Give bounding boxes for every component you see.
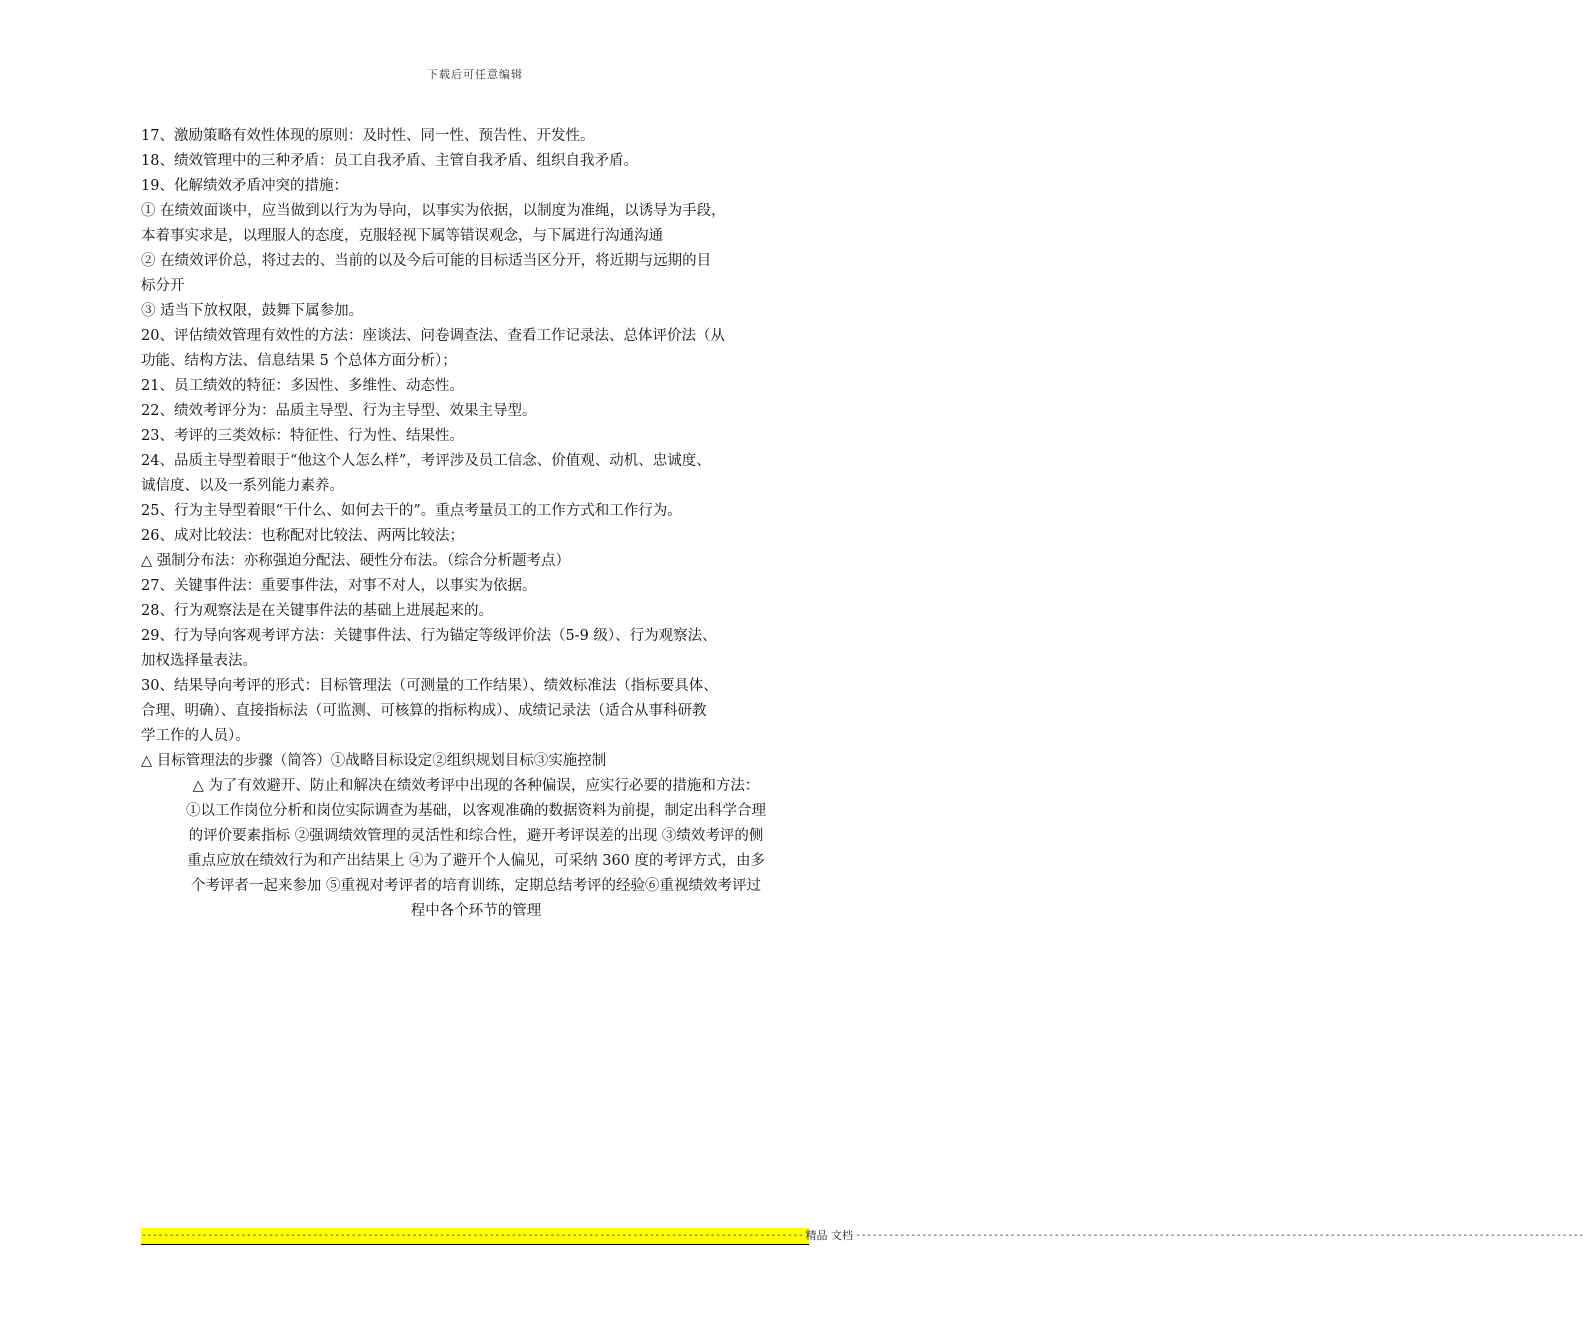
page-header: 下载后可任意编辑 bbox=[427, 68, 523, 81]
text-line: 29、行为导向客观考评方法：关键事件法、行为锚定等级评价法（5-9 级）、行为观察法、 bbox=[141, 628, 717, 644]
centered-text-line: ①以工作岗位分析和岗位实际调查为基础，以客观准确的数据资料为前提，制定出科学合理 bbox=[186, 803, 766, 819]
centered-text-line: 重点应放在绩效行为和产出结果上 ④为了避开个人偏见，可采纳 360 度的考评方式，由多 bbox=[187, 853, 765, 869]
footer-dashes-left: ------------------------------------------------------------------------------------------------------------------------ bbox=[141, 1230, 804, 1241]
text-line: 24、品质主导型着眼于“他这个人怎么样”，考评涉及员工信念、价值观、动机、忠诚度、 bbox=[141, 453, 711, 469]
text-line: 标分开 bbox=[141, 278, 185, 294]
centered-text-line: 程中各个环节的管理 bbox=[410, 903, 542, 919]
text-line: 28、行为观察法是在关键事件法的基础上进展起来的。 bbox=[141, 603, 493, 619]
text-line: 27、关键事件法：重要事件法，对事不对人，以事实为依据。 bbox=[141, 578, 537, 594]
text-line: 22、绩效考评分为：品质主导型、行为主导型、效果主导型。 bbox=[141, 403, 537, 419]
text-line: 诚信度、以及一系列能力素养。 bbox=[141, 478, 344, 494]
text-line: ① 在绩效面谈中，应当做到以行为为导向，以事实为依据，以制度为准绳，以诱导为手段， bbox=[141, 203, 726, 219]
text-line: △ 目标管理法的步骤（简答）①战略目标设定②组织规划目标③实施控制 bbox=[141, 753, 607, 769]
text-line: 加权选择量表法。 bbox=[141, 653, 257, 669]
text-line: 21、员工绩效的特征：多因性、多维性、动态性。 bbox=[141, 378, 464, 394]
text-line: 25、行为主导型着眼“干什么、如何去干的”。重点考量员工的工作方式和工作行为。 bbox=[141, 503, 682, 519]
text-line: 功能、结构方法、信息结果 5 个总体方面分析）； bbox=[141, 353, 457, 369]
text-line: ② 在绩效评价总，将过去的、当前的以及今后可能的目标适当区分开，将近期与远期的目 bbox=[141, 253, 712, 269]
text-line: 17、激励策略有效性体现的原则：及时性、同一性、预告性、开发性。 bbox=[141, 128, 595, 144]
text-line: △ 强制分布法：亦称强迫分配法、硬性分布法。（综合分析题考点） bbox=[141, 553, 571, 569]
footer-label: 精品 文档 bbox=[805, 1229, 853, 1242]
text-line: 23、考评的三类效标：特征性、行为性、结果性。 bbox=[141, 428, 464, 444]
centered-text-line: 的评价要素指标 ②强调绩效管理的灵活性和综合性，避开考评误差的出现 ③绩效考评的侧 bbox=[188, 828, 764, 844]
text-line: 18、绩效管理中的三种矛盾：员工自我矛盾、主管自我矛盾、组织自我矛盾。 bbox=[141, 153, 638, 169]
text-line: 合理、明确）、直接指标法（可监测、可核算的指标构成）、成绩记录法（适合从事科研教 bbox=[141, 703, 707, 719]
text-line: 30、结果导向考评的形式：目标管理法（可测量的工作结果）、绩效标准法（指标要具体、 bbox=[141, 678, 718, 694]
page-footer-banner bbox=[141, 1228, 1584, 1245]
centered-text-line: △ 为了有效避开、防止和解决在绩效考评中出现的各种偏误，应实行必要的措施和方法： bbox=[192, 778, 760, 794]
text-line: 20、评估绩效管理有效性的方法：座谈法、问卷调查法、查看工作记录法、总体评价法（从 bbox=[141, 328, 725, 344]
text-line: 本着事实求是，以理服人的态度，克服轻视下属等错误观念，与下属进行沟通沟通 bbox=[141, 228, 663, 244]
document-body bbox=[141, 124, 831, 924]
text-line: 26、成对比较法：也称配对比较法、两两比较法； bbox=[141, 528, 464, 544]
footer-dashes-right: ------------------------------------------------------------------------------------------------------------------------------------ bbox=[854, 1230, 1584, 1241]
text-line: ③ 适当下放权限，鼓舞下属参加。 bbox=[141, 303, 364, 319]
centered-text-line: 个考评者一起来参加 ⑤重视对考评者的培育训练，定期总结考评的经验⑥重视绩效考评过 bbox=[190, 878, 762, 894]
text-line: 学工作的人员）。 bbox=[141, 728, 250, 744]
text-line: 19、化解绩效矛盾冲突的措施： bbox=[141, 178, 348, 194]
